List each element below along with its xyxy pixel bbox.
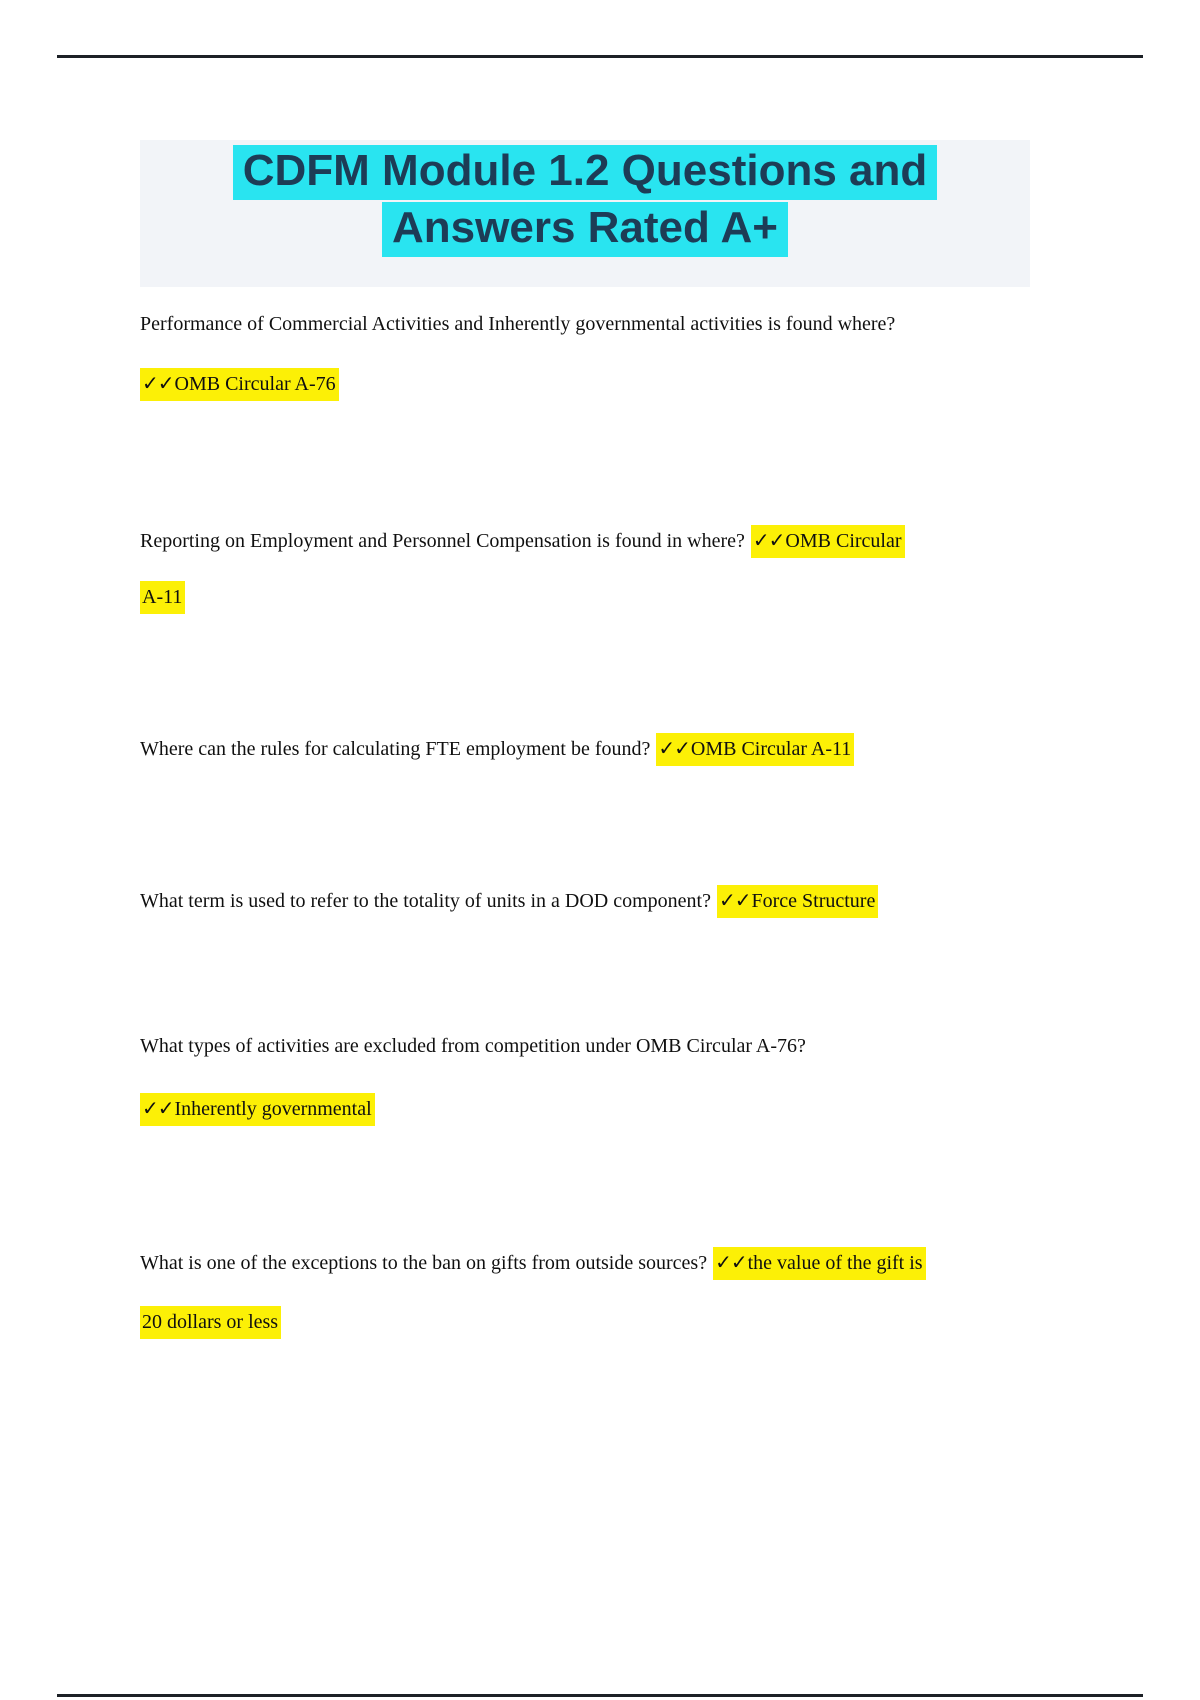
bottom-rule <box>57 1694 1143 1697</box>
answer-1-text: OMB Circular A-76 <box>174 373 336 395</box>
answer-2-continuation <box>140 582 1070 612</box>
answer-5-highlight <box>140 1093 375 1126</box>
question-5-text: What types of activities are excluded from competition under OMB Circular A-76? <box>140 1035 806 1057</box>
title-line-1-wrap <box>140 142 1030 199</box>
question-1 <box>140 309 1070 339</box>
question-6-text: What is one of the exceptions to the ban on gifts from outside sources? <box>140 1252 708 1274</box>
answer-5-text: Inherently governmental <box>174 1098 372 1120</box>
document-title-line-2: Answers Rated A+ <box>382 202 788 257</box>
checkmarks-icon: ✓✓ <box>142 371 174 395</box>
answer-2-text-line1: OMB Circular <box>785 530 902 552</box>
answer-4-text: Force Structure <box>751 890 876 912</box>
answer-6-continuation <box>140 1307 1070 1337</box>
answer-2-highlight-line2 <box>140 581 185 614</box>
title-block <box>140 140 1030 287</box>
question-4 <box>140 885 1070 916</box>
answer-4-highlight <box>717 885 878 918</box>
answer-1-highlight <box>140 368 339 401</box>
title-line-2-wrap <box>140 199 1030 256</box>
question-3 <box>140 733 1070 764</box>
answer-3-highlight <box>656 733 854 766</box>
question-1-text: Performance of Commercial Activities and Inherently governmental activities is found where? <box>140 313 896 335</box>
answer-3-text: OMB Circular A-11 <box>690 738 852 760</box>
checkmarks-icon: ✓✓ <box>715 1250 747 1274</box>
answer-5 <box>140 1093 1070 1124</box>
answer-6-highlight-line1 <box>713 1247 925 1280</box>
question-2 <box>140 525 1070 556</box>
answer-2-text-line2: A-11 <box>142 586 183 608</box>
question-2-text: Reporting on Employment and Personnel Compensation is found in where? <box>140 530 745 552</box>
answer-6-text-line1: the value of the gift is <box>747 1252 923 1274</box>
checkmarks-icon: ✓✓ <box>142 1096 174 1120</box>
answer-1 <box>140 368 1070 399</box>
question-3-text: Where can the rules for calculating FTE employment be found? <box>140 738 651 760</box>
question-5 <box>140 1031 1070 1061</box>
question-4-text: What term is used to refer to the totality of units in a DOD component? <box>140 890 711 912</box>
checkmarks-icon: ✓✓ <box>718 888 751 912</box>
answer-6-text-line2: 20 dollars or less <box>142 1311 279 1333</box>
checkmarks-icon: ✓✓ <box>752 528 785 552</box>
checkmarks-icon: ✓✓ <box>658 736 690 760</box>
answer-6-highlight-line2 <box>140 1306 281 1339</box>
question-6 <box>140 1247 1070 1278</box>
answer-2-highlight-line1 <box>751 525 905 558</box>
document-title-line-1: CDFM Module 1.2 Questions and <box>233 145 938 200</box>
top-rule <box>57 55 1143 58</box>
